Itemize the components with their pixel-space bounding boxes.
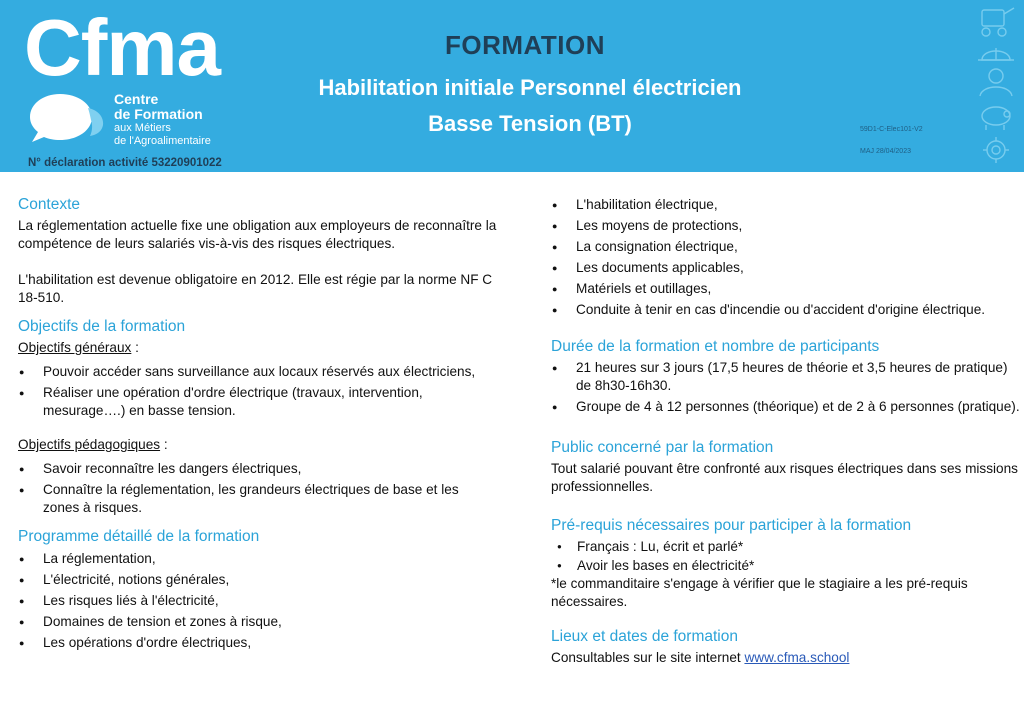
- list-item: ● Conduite à tenir en cas d'incendie ou d'accident d'origine électrique.: [551, 301, 1021, 319]
- duree-list: [551, 359, 1021, 416]
- website-link[interactable]: www.cfma.school: [744, 650, 850, 665]
- list-item: ● Savoir reconnaître les dangers électriques,: [18, 460, 498, 478]
- header-banner: [0, 0, 1024, 172]
- section-title-prerequis: Pré-requis nécessaires pour participer à la formation: [551, 517, 912, 534]
- programme-list: [18, 550, 498, 652]
- cfma-logo: Cfma: [24, 3, 221, 92]
- list-item: ● La réglementation,: [18, 550, 498, 568]
- objectifs-pedagogiques-list: [18, 460, 498, 517]
- list-item: ● Réaliser une opération d'ordre électrique (travaux, intervention, mesurage….) en basse tension.: [18, 384, 498, 420]
- document-reference: 59D1-C-Elec101-V2: [860, 126, 923, 133]
- list-item: ● Les moyens de protections,: [551, 217, 1021, 235]
- list-item: ● Français : Lu, écrit et parlé*: [551, 538, 1021, 556]
- list-item: ● Les documents applicables,: [551, 259, 1021, 277]
- page-title: FORMATION: [445, 30, 605, 60]
- right-column: [551, 196, 1021, 667]
- list-item: ● Les risques liés à l'électricité,: [18, 592, 498, 610]
- list-item: ● Pouvoir accéder sans surveillance aux locaux réservés aux électriciens,: [18, 363, 498, 381]
- speech-bubble-logo-icon: [30, 92, 104, 144]
- list-item: ● Matériels et outillages,: [551, 280, 1021, 298]
- list-item: ● Groupe de 4 à 12 personnes (théorique) et de 2 à 6 personnes (pratique).: [551, 398, 1021, 416]
- section-title-programme: Programme détaillé de la formation: [18, 528, 260, 545]
- list-item: ● Connaître la réglementation, les grandeurs électriques de base et les zones à risques.: [18, 481, 498, 517]
- update-date: MAJ 28/04/2023: [860, 148, 911, 155]
- public-paragraph: Tout salarié pouvant être confronté aux risques électriques dans ses missions professionnelles.: [551, 461, 1018, 494]
- left-column: [18, 195, 498, 652]
- course-subtitle-1: Habilitation initiale Personnel électricien: [318, 75, 742, 100]
- list-item: ● L'habilitation électrique,: [551, 196, 1021, 214]
- list-item: ● La consignation électrique,: [551, 238, 1021, 256]
- section-title-public: Public concerné par la formation: [551, 439, 774, 456]
- prerequis-note: *le commanditaire s'engage à vérifier que le stagiaire a les pré-requis nécessaires.: [551, 576, 968, 609]
- section-title-duree: Durée de la formation et nombre de participants: [551, 338, 880, 355]
- centre-formation-text: Centre de Formation aux Métiers de l'Agroalimentaire: [114, 91, 211, 147]
- list-item: ● Domaines de tension et zones à risque,: [18, 613, 498, 631]
- prerequis-list: [551, 538, 1021, 575]
- section-title-contexte: Contexte: [18, 196, 81, 213]
- contexte-paragraph-1: La réglementation actuelle fixe une obligation aux employeurs de reconnaître la compétence de leurs salariés vis-à-vis des risques électriques.: [18, 218, 497, 251]
- contexte-paragraph-2: L'habilitation est devenue obligatoire en 2012. Elle est régie par la norme NF C 18-510.: [18, 272, 493, 305]
- list-item: ● 21 heures sur 3 jours (17,5 heures de théorie et 3,5 heures de pratique) de 8h30-16h30.: [551, 359, 1021, 395]
- list-item: ● Avoir les bases en électricité*: [551, 557, 1021, 575]
- list-item: ● L'électricité, notions générales,: [18, 571, 498, 589]
- lieux-paragraph: Consultables sur le site internet www.cfma.school: [551, 650, 850, 665]
- section-title-lieux: Lieux et dates de formation: [551, 628, 738, 645]
- list-item: ● Les opérations d'ordre électriques,: [18, 634, 498, 652]
- programme-list-continued: [551, 196, 1021, 319]
- section-title-objectifs: Objectifs de la formation: [18, 318, 186, 335]
- objectifs-generaux-list: [18, 363, 498, 420]
- objectifs-pedagogiques-heading: Objectifs pédagogiques :: [18, 437, 168, 452]
- decorative-icons-column: [972, 4, 1020, 168]
- course-subtitle-2: Basse Tension (BT): [428, 111, 632, 136]
- declaration-number: N° déclaration activité 53220901022: [28, 157, 222, 169]
- objectifs-generaux-heading: Objectifs généraux :: [18, 340, 139, 355]
